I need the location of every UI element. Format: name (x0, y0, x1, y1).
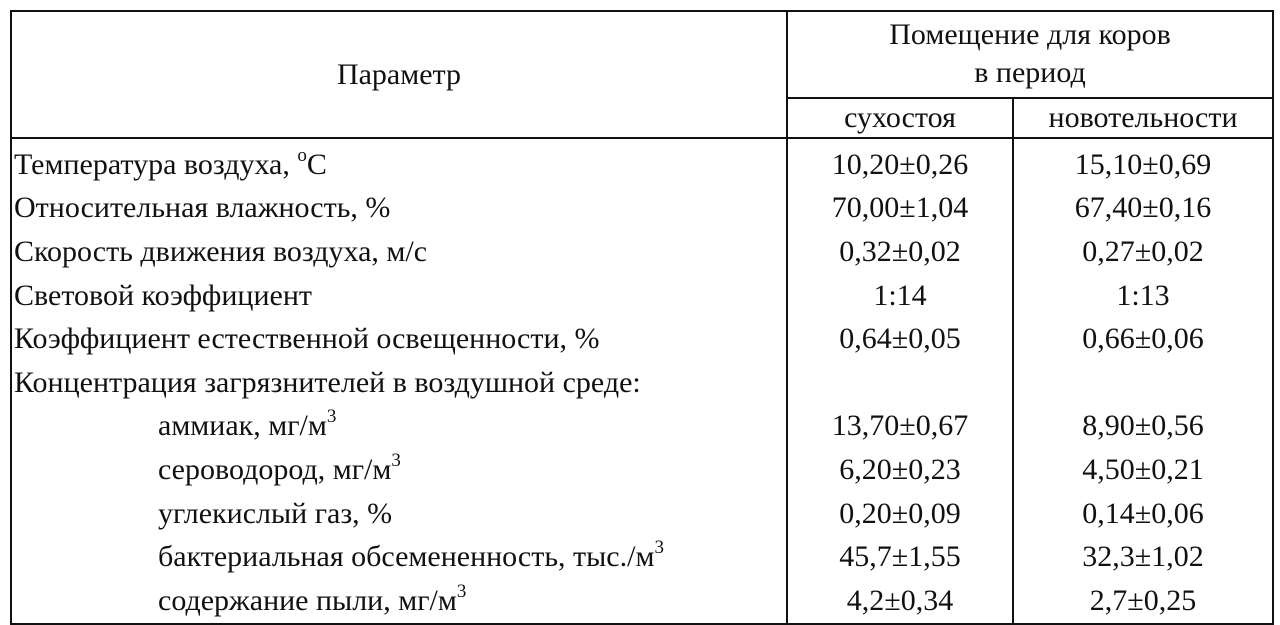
parameter-cell (11, 448, 787, 492)
calving-period-value: 4,50±0,21 (1013, 448, 1273, 492)
calving-period-value: 67,40±0,16 (1013, 187, 1273, 231)
dry-period-value: 10,20±0,26 (787, 138, 1013, 187)
calving-period-value: 32,3±1,02 (1013, 535, 1273, 579)
dry-period-value: 1:14 (787, 274, 1013, 318)
parameter-cell (11, 492, 787, 536)
parameter-cell (11, 187, 787, 231)
parameter-cell (11, 405, 787, 449)
calving-period-value (1013, 361, 1273, 405)
calving-period-value: 1:13 (1013, 274, 1273, 318)
parameter-cell (11, 138, 787, 187)
dry-period-value: 6,20±0,23 (787, 448, 1013, 492)
parameter-label: Скорость движения воздуха, м/с (14, 234, 428, 268)
parameter-label: Концентрация загрязнителей в воздушной среде: (14, 365, 641, 399)
table-row (11, 274, 1273, 318)
parameters-table (10, 10, 1274, 625)
parameter-label: Относительная влажность, % (14, 191, 391, 225)
calving-period-value: 2,7±0,25 (1013, 579, 1273, 624)
superscript: 3 (654, 537, 664, 559)
dry-period-value: 0,20±0,09 (787, 492, 1013, 536)
table-row (11, 492, 1273, 536)
header-room-line1: Помещение для коров (889, 18, 1171, 52)
table-row (11, 405, 1273, 449)
parameter-cell (11, 230, 787, 274)
table-row (11, 138, 1273, 187)
parameter-label: углекислый газ, % (158, 496, 393, 530)
parameter-label: сероводород, мг/м (158, 452, 392, 486)
header-room-line2: в период (974, 56, 1086, 90)
parameter-cell (11, 361, 787, 405)
parameter-label: Световой коэффициент (14, 278, 313, 312)
table-row (11, 230, 1273, 274)
table-row (11, 448, 1273, 492)
parameter-label: содержание пыли, мг/м (158, 583, 457, 617)
parameter-label: Коэффициент естественной освещенности, % (14, 322, 600, 356)
header-parameter: Параметр (11, 11, 787, 138)
table-row (11, 535, 1273, 579)
dry-period-value: 0,64±0,05 (787, 317, 1013, 361)
dry-period-value: 45,7±1,55 (787, 535, 1013, 579)
table-row (11, 361, 1273, 405)
parameter-cell (11, 317, 787, 361)
parameter-label: Температура воздуха, (14, 147, 298, 181)
parameter-label-tail: С (306, 147, 327, 181)
superscript: 3 (326, 406, 337, 428)
table-row (11, 187, 1273, 231)
table-row (11, 317, 1273, 361)
superscript: 3 (391, 449, 401, 471)
superscript: 3 (456, 580, 467, 602)
dry-period-value: 70,00±1,04 (787, 187, 1013, 231)
calving-period-value: 0,66±0,06 (1013, 317, 1273, 361)
superscript: o (297, 144, 307, 166)
dry-period-value (787, 361, 1013, 405)
parameter-cell (11, 535, 787, 579)
parameter-cell (11, 274, 787, 318)
parameter-label: аммиак, мг/м (158, 409, 327, 443)
header-calving-period: новотельности (1013, 98, 1273, 138)
parameter-label: бактериальная обсемененность, тыс./м (158, 540, 655, 574)
dry-period-value: 4,2±0,34 (787, 579, 1013, 624)
header-room (787, 11, 1273, 98)
dry-period-value: 0,32±0,02 (787, 230, 1013, 274)
calving-period-value: 15,10±0,69 (1013, 138, 1273, 187)
calving-period-value: 0,14±0,06 (1013, 492, 1273, 536)
header-dry-period: сухостоя (787, 98, 1013, 138)
table-row (11, 579, 1273, 624)
parameter-cell (11, 579, 787, 624)
dry-period-value: 13,70±0,67 (787, 405, 1013, 449)
calving-period-value: 0,27±0,02 (1013, 230, 1273, 274)
calving-period-value: 8,90±0,56 (1013, 405, 1273, 449)
